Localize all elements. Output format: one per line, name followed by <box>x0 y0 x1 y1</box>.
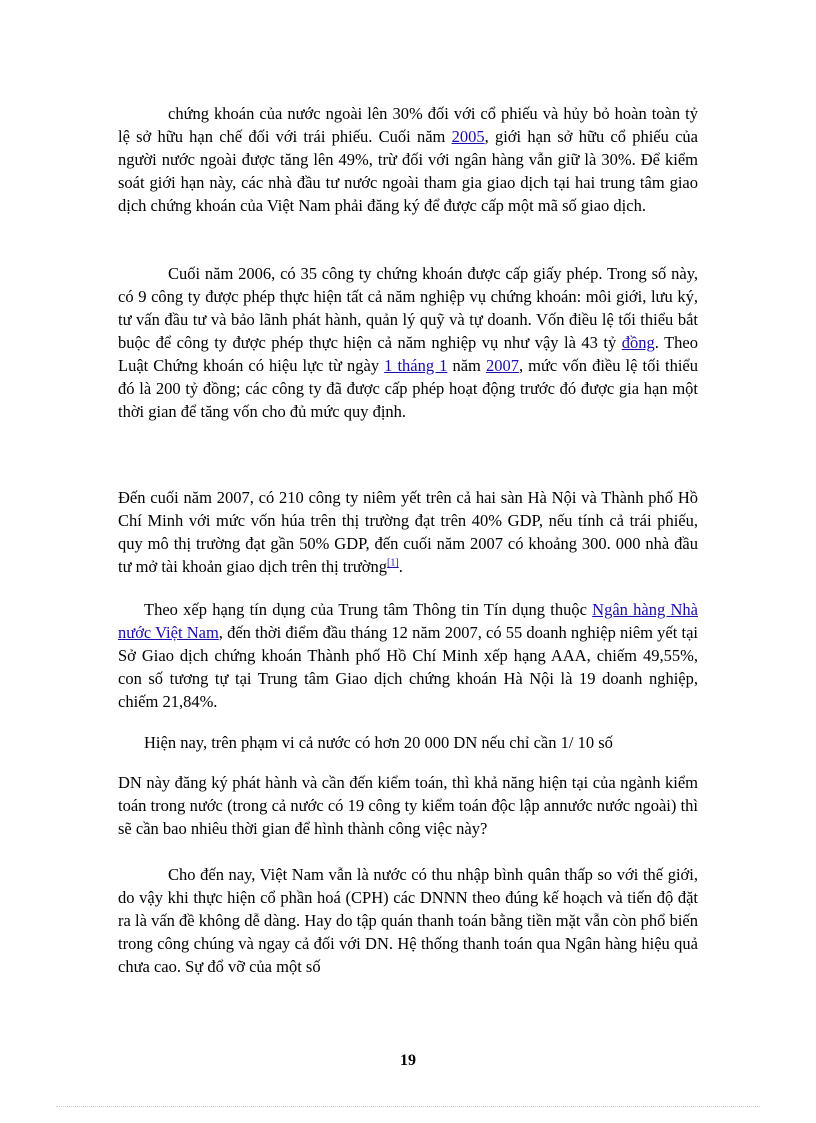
footnote-ref-link[interactable]: [1] <box>387 557 399 569</box>
link-state-bank-vietnam[interactable]: Ngân hàng Nhà nước Việt Nam <box>118 600 698 642</box>
paragraph-audit-capacity <box>118 771 698 840</box>
paragraph-income-payments <box>118 863 698 978</box>
footer-divider <box>56 1106 760 1107</box>
paragraph-text: , đến thời điểm đầu tháng 12 năm 2007, có 55 doanh nghiệp niêm yết tại Sở Giao dịch chứng khoán Thành phố Hồ Chí Minh xếp hạng AAA, chiếm 49,55%, con số tương tự tại Trung tâm Giao dịch chứng khoán Hà Nội là 19 doanh nghiệp, chiếm 21,84%. <box>118 623 699 711</box>
link-2005[interactable]: 2005 <box>451 127 485 146</box>
paragraph-text: Hiện nay, trên phạm vi cả nước có hơn 20 000 DN nếu chỉ cần 1/ 10 số <box>144 733 613 752</box>
paragraph-text: DN này đăng ký phát hành và cần đến kiểm toán, thì khả năng hiện tại của ngành kiểm toán trong nước (trong cả nước có 19 công ty kiểm toán độc lập annước nước ngoài) thì sẽ cần bao nhiêu thời gian để hình thành công việc này? <box>118 773 698 838</box>
link-dong[interactable]: đồng <box>621 333 655 352</box>
paragraph-text: Đến cuối năm 2007, có 210 công ty niêm yết trên cả hai sàn Hà Nội và Thành phố Hồ Chí Minh với mức vốn húa trên thị trường đạt trên 40% GDP, nếu tính cả trái phiếu, quy mô thị trường đạt gần 50% GDP, đến cuối năm 2007 có khoảng 300. 000 nhà đầu tư mở tài khoản giao dịch trên thị trường <box>118 488 698 576</box>
link-2007[interactable]: 2007 <box>485 356 519 375</box>
paragraph-text: . Theo Luật Chứng khoán có hiệu lực từ ngày <box>118 333 698 375</box>
paragraph-credit-rating <box>118 598 698 713</box>
link-january-1[interactable]: 1 tháng 1 <box>384 356 448 375</box>
paragraph-enterprises-intro <box>118 731 698 754</box>
paragraph-text: , giới hạn sở hữu cổ phiếu của người nước ngoài được tăng lên 49%, trừ đối với ngân hàng vẫn giữ là 30%. Để kiểm soát giới hạn này, các nhà đầu tư nước ngoài tham gia giao dịch tại hai trung tâm giao dịch chứng khoán của Việt Nam phải đăng ký để được cấp một mã số giao dịch. <box>118 127 698 215</box>
paragraph-text: Cho đến nay, Việt Nam vẫn là nước có thu nhập bình quân thấp so với thế giới, do vậy khi thực hiện cổ phần hoá (CPH) các DNNN theo đúng kế hoạch và tiến độ đặt ra là vấn đề không dễ dàng. Hay do tập quán thanh toán bằng tiền mặt vẫn còn phổ biến trong công chúng và ngay cả đối với DN. Hệ thống thanh toán qua Ngân hàng hiệu quả chưa cao. Sự đổ vỡ của một số <box>118 865 698 976</box>
paragraph-text: năm <box>447 356 486 375</box>
paragraph-securities-companies <box>118 262 698 423</box>
paragraph-listed-companies <box>118 486 698 578</box>
page-number: 19 <box>400 1052 416 1069</box>
paragraph-text: . <box>398 557 403 576</box>
paragraph-text: Cuối năm 2006, có 35 công ty chứng khoán được cấp giấy phép. Trong số này, có 9 công ty được phép thực hiện tất cả năm nghiệp vụ chứng khoán: môi giới, lưu ký, tư vấn đầu tư và bảo lãnh phát hành, quản lý quỹ và tự doanh. Vốn điều lệ tối thiểu bắt buộc để công ty được phép thực hiện cả năm nghiệp vụ như vậy là 43 tỷ <box>118 264 698 352</box>
paragraph-foreign-ownership <box>118 102 698 217</box>
paragraph-text: Theo xếp hạng tín dụng của Trung tâm Thông tin Tín dụng thuộc <box>144 600 593 619</box>
paragraph-text: chứng khoán của nước ngoài lên 30% đối với cổ phiếu và hủy bỏ hoàn toàn tỷ lệ sở hữu hạn chế đối với trái phiếu. Cuối năm <box>118 104 698 146</box>
paragraph-text: , mức vốn điều lệ tối thiểu đó là 200 tỷ đồng; các công ty đã được cấp phép hoạt động trước đó được gia hạn một thời gian để tăng vốn cho đủ mức quy định. <box>118 356 698 421</box>
